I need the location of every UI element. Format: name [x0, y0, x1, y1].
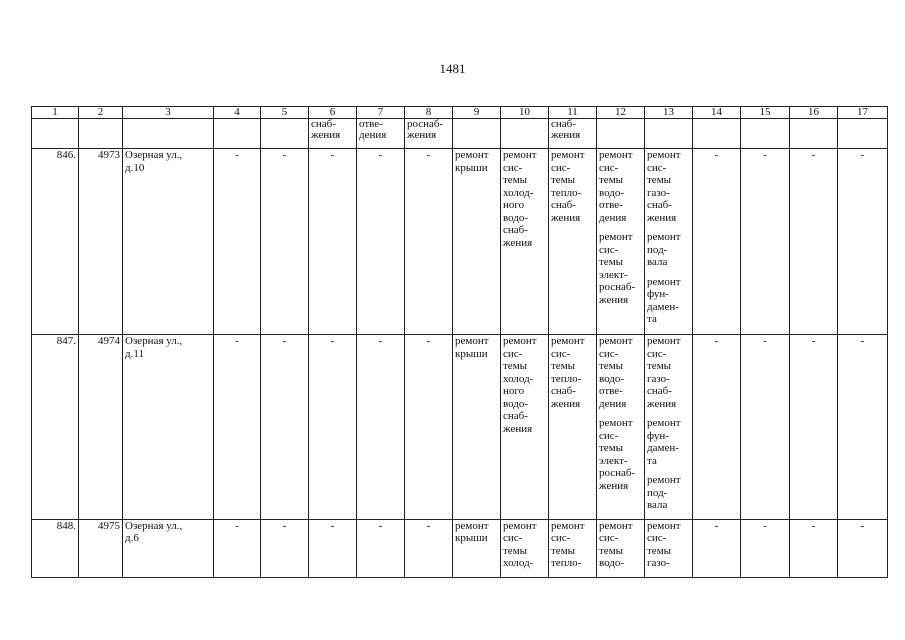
- empty-value-17: -: [838, 335, 888, 520]
- text-line: элект-: [599, 268, 628, 281]
- text-line: сис-: [599, 347, 619, 360]
- text-line: сис-: [503, 532, 523, 544]
- text-line: крыши: [455, 347, 488, 360]
- empty-value-5: -: [261, 149, 309, 335]
- text-line: ремонт: [647, 519, 681, 532]
- text-line: жения: [599, 293, 629, 306]
- text-line: ремонт: [647, 231, 681, 243]
- work-cell-10: [501, 519, 549, 577]
- empty-value-4: -: [214, 149, 261, 335]
- repair-schedule-table: [31, 106, 888, 578]
- text-line: ремонт: [647, 335, 681, 347]
- text-line: темы: [647, 174, 672, 186]
- text-line: тепло-: [551, 372, 582, 385]
- text-line: темы: [599, 360, 624, 372]
- text-line: сис-: [503, 161, 523, 174]
- empty-value-16: -: [790, 335, 838, 520]
- subheader-cell-11: снаб- жения: [549, 119, 597, 149]
- work-item: [599, 149, 642, 224]
- text-line: газо-: [647, 557, 670, 569]
- text-line: ремонт: [647, 417, 681, 429]
- text-line: д.11: [125, 347, 144, 360]
- text-line: ремонт: [455, 335, 489, 347]
- work-cell-11: [549, 149, 597, 335]
- work-cell-11: [549, 519, 597, 577]
- column-number-9: 9: [453, 107, 501, 119]
- text-line: ремонт: [551, 149, 585, 161]
- work-cell-13: [645, 335, 693, 520]
- text-line: темы: [599, 174, 624, 186]
- text-line: ремонт: [455, 149, 489, 161]
- text-line: водо-: [503, 211, 529, 224]
- text-line: ремонт: [551, 335, 585, 347]
- work-item: [599, 335, 642, 410]
- text-line: вала: [647, 256, 668, 268]
- text-line: д.10: [125, 161, 145, 174]
- subheader-cell-8: роснаб- жения: [405, 119, 453, 149]
- column-number-5: 5: [261, 107, 309, 119]
- text-line: жения: [647, 211, 677, 224]
- text-line: ремонт: [599, 231, 633, 243]
- work-cell-11: [549, 335, 597, 520]
- work-cell-9: [453, 335, 501, 520]
- empty-value-16: -: [790, 519, 838, 577]
- text-line: холод-: [503, 186, 534, 199]
- text-line: снаб-: [503, 224, 528, 236]
- text-line: под-: [647, 243, 668, 256]
- text-line: жения: [503, 236, 533, 249]
- empty-value-17: -: [838, 149, 888, 335]
- page-number: 1481: [439, 61, 466, 76]
- text-line: сис-: [599, 243, 619, 256]
- text-line: снаб-: [551, 199, 576, 211]
- work-item: [503, 335, 546, 435]
- text-line: элект-: [599, 454, 628, 467]
- work-item: [647, 149, 690, 224]
- text-line: темы: [599, 544, 624, 557]
- text-line: сис-: [599, 532, 619, 544]
- column-number-13: 13: [645, 107, 693, 119]
- column-number-15: 15: [741, 107, 790, 119]
- text-line: темы: [503, 544, 528, 557]
- text-line: темы: [599, 442, 624, 454]
- subheader-cell: [693, 119, 741, 149]
- text-line: газо-: [647, 372, 670, 385]
- text-line: снаб-: [503, 410, 528, 422]
- text-line: темы: [551, 544, 576, 557]
- text-line: дамен-: [647, 300, 679, 313]
- column-number-1: 1: [32, 107, 79, 119]
- subheader-cell: [597, 119, 645, 149]
- subheader-cell-6: снаб- жения: [309, 119, 357, 149]
- work-item: [551, 335, 594, 410]
- column-number-16: 16: [790, 107, 838, 119]
- text-line: дения: [599, 397, 627, 410]
- empty-value-7: -: [357, 149, 405, 335]
- text-line: ного: [503, 385, 525, 397]
- text-line: жения: [599, 479, 629, 492]
- table-row: [32, 335, 888, 520]
- text-line: ремонт: [551, 519, 585, 532]
- work-item: [551, 149, 594, 224]
- empty-value-5: -: [261, 519, 309, 577]
- column-number-3: 3: [123, 107, 214, 119]
- text-line: ного: [503, 199, 525, 211]
- subheader-cell: [123, 119, 214, 149]
- text-line: дения: [599, 211, 627, 224]
- text-line: ремонт: [455, 519, 489, 532]
- text-line: д.6: [125, 532, 139, 544]
- text-line: темы: [647, 360, 672, 372]
- work-cell-12: [597, 149, 645, 335]
- text-line: та: [647, 454, 657, 467]
- subheader-cell: [79, 119, 123, 149]
- subheader-cell: [741, 119, 790, 149]
- column-number-14: 14: [693, 107, 741, 119]
- column-number-10: 10: [501, 107, 549, 119]
- text-line: холод-: [503, 557, 534, 569]
- subheader-cell: [645, 119, 693, 149]
- work-item: [503, 520, 546, 570]
- text-line: отве-: [599, 385, 623, 397]
- building-id: 4974: [79, 335, 123, 520]
- subheader-cell: [261, 119, 309, 149]
- text-line: водо-: [599, 372, 625, 385]
- work-item: [647, 276, 690, 326]
- row-number: 848.: [32, 519, 79, 577]
- text-line: темы: [503, 174, 528, 186]
- text-line: сис-: [599, 161, 619, 174]
- column-number-2: 2: [79, 107, 123, 119]
- empty-value-8: -: [405, 149, 453, 335]
- text-line: жения: [503, 422, 533, 435]
- subheader-cell: [838, 119, 888, 149]
- work-cell-12: [597, 335, 645, 520]
- text-line: ремонт: [599, 417, 633, 429]
- work-item: [599, 520, 642, 570]
- text-line: ремонт: [599, 335, 633, 347]
- work-item: [647, 520, 690, 570]
- column-number-4: 4: [214, 107, 261, 119]
- text-line: сис-: [647, 347, 667, 360]
- column-number-17: 17: [838, 107, 888, 119]
- subheader-row: [32, 119, 888, 149]
- text-line: темы: [551, 360, 576, 372]
- text-line: ремонт: [503, 335, 537, 347]
- empty-value-7: -: [357, 335, 405, 520]
- subheader-cell: [32, 119, 79, 149]
- subheader-cell-7: отве- дения: [357, 119, 405, 149]
- text-line: ремонт: [647, 149, 681, 161]
- address-cell: [123, 519, 214, 577]
- text-line: роснаб-: [599, 281, 636, 293]
- text-line: роснаб-: [599, 467, 636, 479]
- text-line: жения: [647, 397, 677, 410]
- work-item: [647, 474, 690, 512]
- text-line: под-: [647, 486, 668, 499]
- building-id: 4973: [79, 149, 123, 335]
- text-line: дамен-: [647, 442, 679, 454]
- text-line: темы: [647, 544, 672, 557]
- subheader-cell: [214, 119, 261, 149]
- column-number-7: 7: [357, 107, 405, 119]
- work-cell-10: [501, 335, 549, 520]
- work-cell-12: [597, 519, 645, 577]
- empty-value-14: -: [693, 149, 741, 335]
- work-item: [551, 520, 594, 570]
- text-line: темы: [551, 174, 576, 186]
- column-number-8: 8: [405, 107, 453, 119]
- subheader-cell: [453, 119, 501, 149]
- text-line: сис-: [599, 429, 619, 442]
- work-item: [599, 231, 642, 306]
- empty-value-15: -: [741, 519, 790, 577]
- empty-value-6: -: [309, 519, 357, 577]
- text-line: Озерная ул.,: [125, 335, 183, 347]
- text-line: снаб-: [551, 385, 576, 397]
- text-line: ремонт: [503, 149, 537, 161]
- work-cell-13: [645, 149, 693, 335]
- empty-value-8: -: [405, 519, 453, 577]
- text-line: темы: [599, 256, 624, 268]
- work-item: [647, 231, 690, 269]
- empty-value-5: -: [261, 335, 309, 520]
- text-line: снаб-: [647, 385, 672, 397]
- text-line: ремонт: [599, 149, 633, 161]
- empty-value-4: -: [214, 335, 261, 520]
- empty-value-14: -: [693, 335, 741, 520]
- text-line: сис-: [647, 161, 667, 174]
- text-line: жения: [551, 211, 581, 224]
- row-number: 847.: [32, 335, 79, 520]
- work-cell-9: [453, 149, 501, 335]
- empty-value-7: -: [357, 519, 405, 577]
- text-line: отве-: [599, 199, 623, 211]
- text-line: крыши: [455, 532, 488, 544]
- work-cell-9: [453, 519, 501, 577]
- empty-value-14: -: [693, 519, 741, 577]
- table-row: [32, 519, 888, 577]
- work-item: [599, 417, 642, 492]
- text-line: сис-: [551, 532, 571, 544]
- text-line: Озерная ул.,: [125, 519, 183, 532]
- text-line: сис-: [551, 347, 571, 360]
- text-line: ремонт: [647, 474, 681, 486]
- column-number-6: 6: [309, 107, 357, 119]
- column-number-11: 11: [549, 107, 597, 119]
- building-id: 4975: [79, 519, 123, 577]
- table-row: [32, 149, 888, 335]
- empty-value-15: -: [741, 149, 790, 335]
- text-line: газо-: [647, 186, 670, 199]
- text-line: фун-: [647, 288, 669, 300]
- column-number-12: 12: [597, 107, 645, 119]
- text-line: крыши: [455, 161, 488, 174]
- text-line: сис-: [503, 347, 523, 360]
- empty-value-16: -: [790, 149, 838, 335]
- text-line: темы: [503, 360, 528, 372]
- empty-value-6: -: [309, 335, 357, 520]
- text-line: жения: [551, 397, 581, 410]
- work-cell-13: [645, 519, 693, 577]
- text-line: снаб-: [647, 199, 672, 211]
- text-line: ремонт: [647, 275, 681, 288]
- text-line: сис-: [647, 532, 667, 544]
- text-line: ремонт: [599, 519, 633, 532]
- text-line: тепло-: [551, 186, 582, 199]
- text-line: водо-: [599, 557, 625, 569]
- subheader-cell: [501, 119, 549, 149]
- row-number: 846.: [32, 149, 79, 335]
- empty-value-8: -: [405, 335, 453, 520]
- text-line: сис-: [551, 161, 571, 174]
- address-cell: [123, 335, 214, 520]
- text-line: холод-: [503, 372, 534, 385]
- text-line: Озерная ул.,: [125, 149, 183, 161]
- work-item: [503, 149, 546, 249]
- empty-value-4: -: [214, 519, 261, 577]
- work-item: [647, 417, 690, 467]
- empty-value-15: -: [741, 335, 790, 520]
- work-cell-10: [501, 149, 549, 335]
- text-line: водо-: [503, 397, 529, 410]
- empty-value-17: -: [838, 519, 888, 577]
- text-line: та: [647, 313, 657, 325]
- text-line: водо-: [599, 186, 625, 199]
- text-line: тепло-: [551, 557, 582, 569]
- address-cell: [123, 149, 214, 335]
- text-line: вала: [647, 499, 668, 511]
- text-line: фун-: [647, 429, 669, 442]
- empty-value-6: -: [309, 149, 357, 335]
- column-number-row: [32, 107, 888, 119]
- text-line: ремонт: [503, 519, 537, 532]
- work-item: [647, 335, 690, 410]
- subheader-cell: [790, 119, 838, 149]
